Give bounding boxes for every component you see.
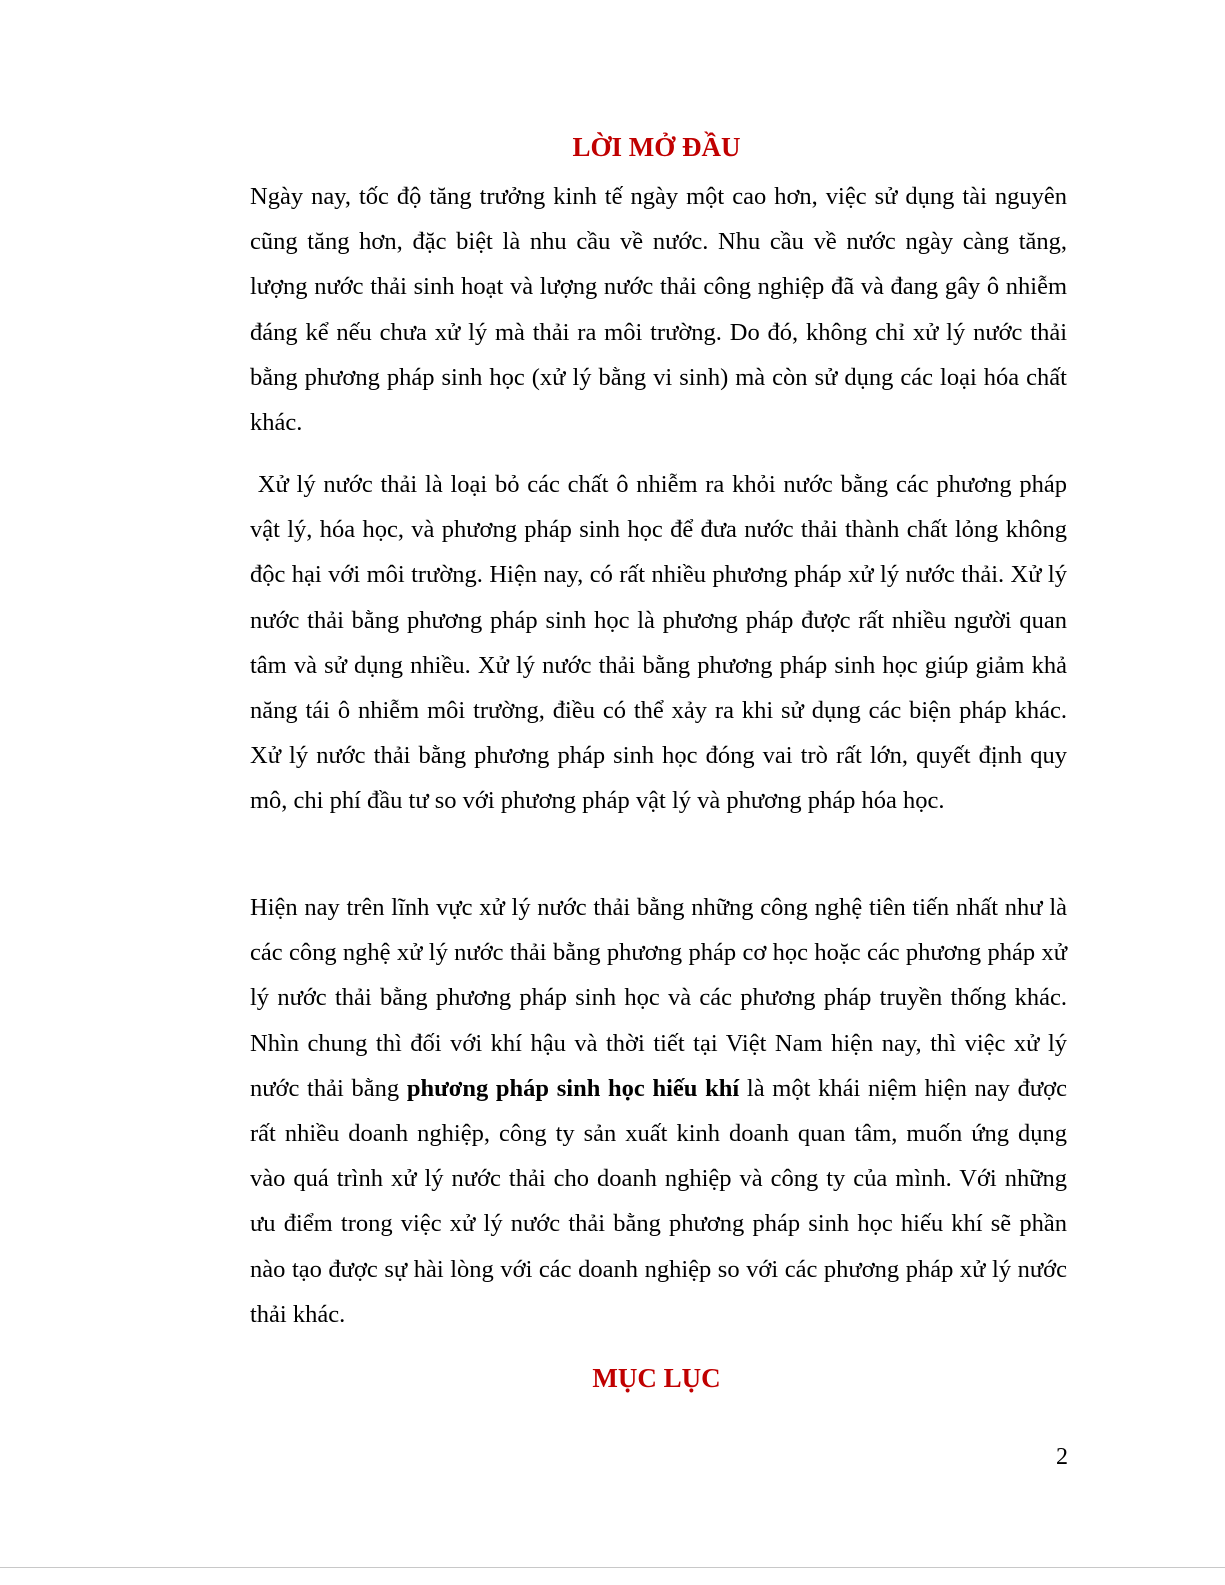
intro-paragraph-2-text: Xử lý nước thải là loại bỏ các chất ô nhiễm ra khỏi nước bằng các phương pháp vật lý, hóa học, và phương pháp sinh học để đưa nước thải thành chất lỏng không độc hại với môi trường. Hiện nay, có rất nhiều phương pháp xử lý nước thải. Xử lý nước thải bằng phương pháp sinh học là phương pháp được rất nhiều người quan tâm và sử dụng nhiều. Xử lý nước thải bằng phương pháp sinh học giúp giảm khả năng tái ô nhiễm môi trường, điều có thể xảy ra khi sử dụng các biện pháp khác. Xử lý nước thải bằng phương pháp sinh học đóng vai trò rất lớn, quyết định quy mô, chi phí đầu tư so với phương pháp vật lý và phương pháp hóa học. <box>250 471 1067 815</box>
intro-paragraph-2 <box>250 462 1067 824</box>
intro-paragraph-3 <box>250 885 1067 1337</box>
page-number: 2 <box>1056 1444 1068 1470</box>
introduction-heading: LỜI MỞ ĐẦU <box>572 132 741 162</box>
intro-paragraph-3-text-start: Hiện nay trên lĩnh vực xử lý nước thải bằng những công nghệ tiên tiến nhất như là các công nghệ xử lý nước thải bằng phương pháp cơ học hoặc các phương pháp xử lý nước thải bằng phương pháp sinh học và các phương pháp truyền thống khác. Nhìn chung thì đối với khí hậu và thời tiết tại Việt Nam hiện nay, thì việc xử lý nước thải bằng <box>250 894 1067 1102</box>
intro-paragraph-3-text-end: là một khái niệm hiện nay được rất nhiều doanh nghiệp, công ty sản xuất kinh doanh quan tâm, muốn ứng dụng vào quá trình xử lý nước thải cho doanh nghiệp và công ty của mình. Với những ưu điểm trong việc xử lý nước thải bằng phương pháp sinh học hiếu khí sẽ phần nào tạo được sự hài lòng với các doanh nghiệp so với các phương pháp xử lý nước thải khác. <box>250 1074 1067 1328</box>
table-of-contents-heading: MỤC LỤC <box>592 1363 721 1393</box>
page-bottom-divider <box>0 1567 1225 1568</box>
intro-paragraph-1: Ngày nay, tốc độ tăng trưởng kinh tế ngày một cao hơn, việc sử dụng tài nguyên cũng tăng hơn, đặc biệt là nhu cầu về nước. Nhu cầu về nước ngày càng tăng, lượng nước thải sinh hoạt và lượng nước thải công nghiệp đã và đang gây ô nhiễm đáng kể nếu chưa xử lý mà thải ra môi trường. Do đó, không chỉ xử lý nước thải bằng phương pháp sinh học (xử lý bằng vi sinh) mà còn sử dụng các loại hóa chất khác. <box>250 183 1067 437</box>
intro-paragraph-3-emphasis: phương pháp sinh học hiếu khí <box>406 1074 740 1102</box>
paragraph-indent <box>250 471 258 498</box>
